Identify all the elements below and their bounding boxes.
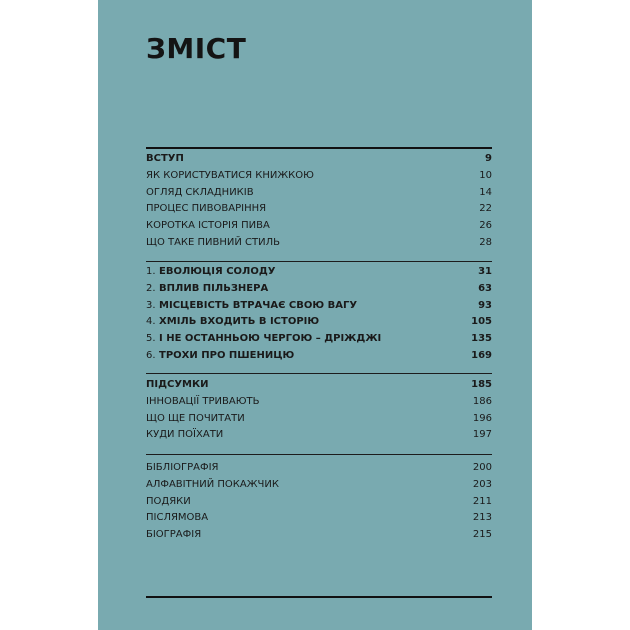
- toc-entry[interactable]: [146, 413, 492, 430]
- toc-entry-label: БІБЛІОГРАФІЯ: [146, 462, 219, 473]
- chapter-title: ВПЛИВ ПІЛЬЗНЕРА: [159, 282, 269, 294]
- toc-entry-label: ІННОВАЦІЇ ТРИВАЮТЬ: [146, 395, 260, 407]
- chapter-number: 4.: [146, 316, 156, 328]
- toc-entry-page: 213: [472, 512, 492, 524]
- chapter-number: 5.: [146, 333, 156, 345]
- chapter-title: ТРОХИ ПРО ПШЕНИЦЮ: [159, 349, 295, 361]
- toc-entry-label: [146, 333, 381, 344]
- toc-entry[interactable]: [146, 496, 492, 513]
- toc-entry[interactable]: [146, 396, 492, 413]
- toc-entry-label: ПІДСУМКИ: [146, 379, 209, 390]
- chapter-title: ХМІЛЬ ВХОДИТЬ В ІСТОРІЮ: [159, 316, 320, 328]
- toc-entry-label: БІОГРАФІЯ: [146, 529, 202, 541]
- toc-entry-label: [146, 266, 275, 277]
- toc-entry-label: ВСТУП: [146, 153, 184, 164]
- toc-entry[interactable]: [146, 462, 492, 479]
- top-rule: [146, 147, 492, 149]
- toc-entry[interactable]: [146, 237, 492, 254]
- toc-entry-label: [146, 350, 294, 361]
- toc-entry-label: ЯК КОРИСТУВАТИСЯ КНИЖКОЮ: [146, 169, 314, 181]
- toc-entry-page: 196: [472, 412, 492, 424]
- toc-entry-page: 28: [479, 236, 492, 248]
- toc-entry-page: 200: [472, 462, 492, 473]
- chapter-number: 1.: [146, 266, 156, 277]
- toc-entry-page: 14: [479, 186, 492, 198]
- toc-entry[interactable]: [146, 300, 492, 317]
- toc-entry[interactable]: [146, 170, 492, 187]
- toc-entry[interactable]: [146, 220, 492, 237]
- toc-entry-page: 105: [471, 316, 492, 328]
- toc-entry[interactable]: [146, 333, 492, 350]
- toc-entry-page: 203: [472, 478, 492, 490]
- toc-entry-label: ПОДЯКИ: [146, 495, 191, 507]
- toc-entry-label: КУДИ ПОЇХАТИ: [146, 429, 224, 441]
- toc-entry[interactable]: [146, 283, 492, 300]
- chapter-title: І НЕ ОСТАННЬОЮ ЧЕРГОЮ – ДРІЖДЖІ: [159, 333, 382, 345]
- toc-entry[interactable]: [146, 153, 492, 170]
- toc-entry-page: 93: [478, 299, 492, 311]
- chapter-title: ЕВОЛЮЦІЯ СОЛОДУ: [159, 266, 276, 277]
- toc-entry-label: [146, 300, 357, 311]
- chapter-number: 3.: [146, 299, 156, 311]
- toc-entry[interactable]: [146, 350, 492, 367]
- toc-entry-page: 211: [472, 495, 492, 507]
- toc-entry[interactable]: [146, 479, 492, 496]
- toc-entry[interactable]: [146, 187, 492, 204]
- toc-entry-page: 26: [479, 220, 492, 232]
- toc-entry-page: 63: [478, 282, 492, 294]
- toc-entry[interactable]: [146, 203, 492, 220]
- toc-entry[interactable]: [146, 512, 492, 529]
- toc-entry[interactable]: [146, 316, 492, 333]
- toc-entry-page: 186: [472, 395, 492, 407]
- toc-entry-page: 31: [478, 266, 492, 277]
- toc-entry-label: АЛФАВІТНИЙ ПОКАЖЧИК: [146, 478, 279, 490]
- section-divider: [146, 373, 492, 374]
- toc-entry-page: 169: [471, 349, 492, 361]
- toc-entry[interactable]: [146, 529, 492, 546]
- toc-entry-label: ПРОЦЕС ПИВОВАРІННЯ: [146, 203, 267, 215]
- section-divider: [146, 454, 492, 455]
- toc-entry-label: [146, 283, 268, 294]
- toc-entry-label: КОРОТКА ІСТОРІЯ ПИВА: [146, 220, 270, 232]
- toc-entry[interactable]: [146, 429, 492, 446]
- toc-entry-page: 135: [471, 333, 492, 345]
- toc-section-chapters: [146, 266, 492, 367]
- bottom-rule: [146, 596, 492, 598]
- toc-entry-page: 185: [471, 379, 492, 390]
- chapter-number: 2.: [146, 282, 156, 294]
- toc-section-summary: [146, 379, 492, 446]
- toc-entry-page: 9: [485, 153, 492, 164]
- toc-entry-label: [146, 316, 319, 327]
- toc-section-intro: [146, 153, 492, 254]
- section-divider: [146, 261, 492, 262]
- toc-entry-page: 22: [479, 203, 492, 215]
- toc-entry-page: 215: [472, 529, 492, 541]
- chapter-number: 6.: [146, 349, 156, 361]
- toc-entry[interactable]: [146, 266, 492, 283]
- toc-entry-label: ОГЛЯД СКЛАДНИКІВ: [146, 186, 254, 198]
- chapter-title: МІСЦЕВІСТЬ ВТРАЧАЄ СВОЮ ВАГУ: [159, 299, 358, 311]
- toc-entry-label: ПІСЛЯМОВА: [146, 512, 209, 524]
- toc-entry[interactable]: [146, 379, 492, 396]
- toc-entry-page: 10: [479, 169, 492, 181]
- toc-section-appendix: [146, 462, 492, 546]
- toc-entry-label: ЩО ТАКЕ ПИВНИЙ СТИЛЬ: [146, 236, 281, 248]
- book-page: [98, 0, 532, 630]
- toc-entry-page: 197: [472, 429, 492, 441]
- page-title: ЗМІСТ: [146, 32, 247, 65]
- toc-entry-label: ЩО ЩЕ ПОЧИТАТИ: [146, 412, 245, 424]
